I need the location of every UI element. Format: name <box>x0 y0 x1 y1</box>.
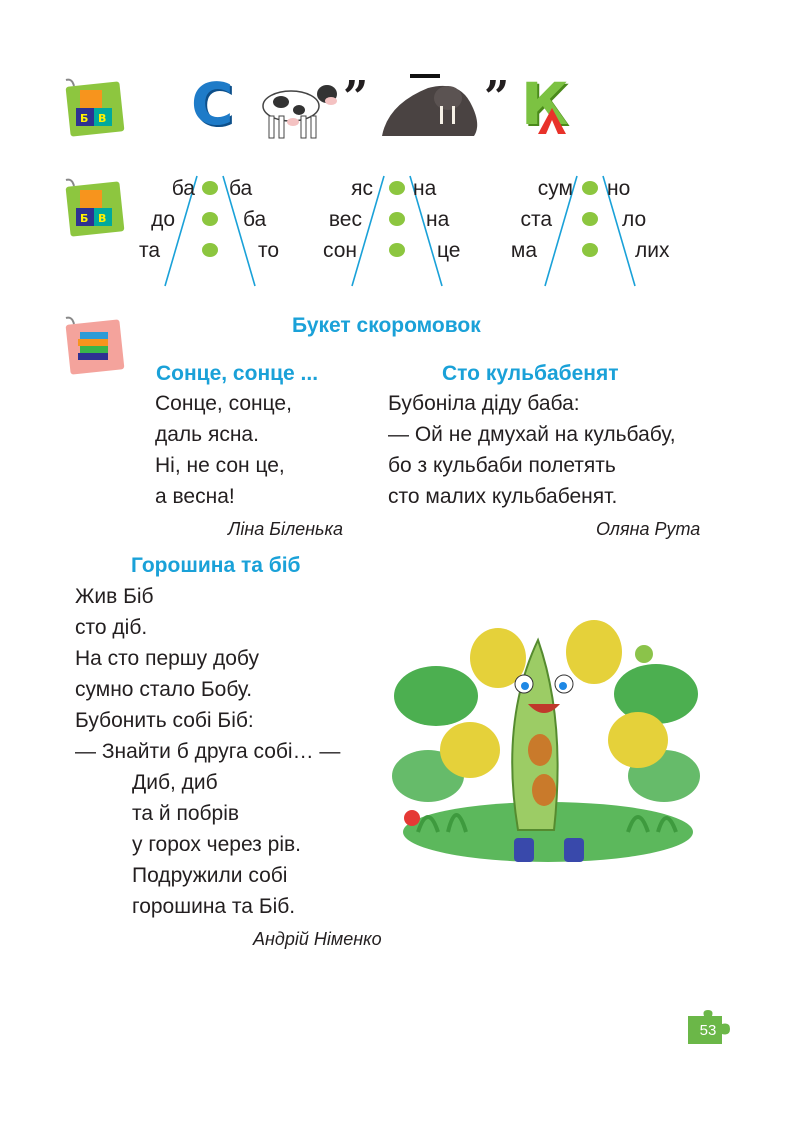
poem-line: бо з кульбаби полетять <box>388 454 616 477</box>
poem-line: — Ой не дмухай на кульбабу, <box>388 423 676 446</box>
walrus-picture <box>378 74 486 144</box>
poem-line: горошина та Біб. <box>132 895 296 918</box>
section-title: Букет скоромовок <box>292 314 481 337</box>
books-icon <box>62 316 128 378</box>
poem-title: Сонце, сонце ... <box>156 362 319 385</box>
syllable: но <box>607 177 631 200</box>
rebus-letter-k: К <box>521 70 569 138</box>
poem-line: Ні, не сон це, <box>155 454 285 477</box>
syllable: вес <box>328 208 362 231</box>
poem-line: Бубоніла діду баба: <box>388 392 580 415</box>
poem-author: Андрій Німенко <box>253 929 382 949</box>
syllable: ба <box>229 177 253 200</box>
poem-line: На сто першу добу <box>75 647 259 670</box>
poem-line: та й побрів <box>132 802 240 825</box>
syllable: та <box>138 239 160 262</box>
syllable: це <box>437 239 461 262</box>
syllable: ло <box>622 208 647 231</box>
poem-line: даль ясна. <box>155 423 259 446</box>
syllable: на <box>426 208 450 231</box>
poem-title: Сто кульбабенят <box>442 362 619 385</box>
syllable: ста <box>520 208 552 231</box>
bean-character-illustration <box>388 600 706 876</box>
syllable: то <box>258 239 280 262</box>
poem-line: — Знайти б друга собі… — <box>75 740 341 763</box>
poem-line: Сонце, сонце, <box>155 392 292 415</box>
poem-line: Жив Біб <box>75 585 154 608</box>
syllable: сум <box>537 177 573 200</box>
page-number: 53 <box>699 1022 717 1039</box>
syllable-connectors <box>0 170 800 290</box>
poem-line: сто діб. <box>75 616 148 639</box>
poem-text <box>75 581 340 767</box>
poem-line: сто малих кульбабенят. <box>388 485 618 508</box>
poem-line: а весна! <box>155 485 235 508</box>
poem-line: Бубонить собі Біб: <box>75 709 254 732</box>
comma-mark-1: ” <box>343 72 369 123</box>
page-number-badge <box>686 1010 730 1048</box>
svg-text:В: В <box>98 212 107 225</box>
rebus-letter-s: С <box>191 70 234 138</box>
syllable: ба <box>243 208 267 231</box>
cow-picture <box>255 74 341 144</box>
syllable: лих <box>635 239 670 262</box>
poem-author: Оляна Рута <box>596 519 701 539</box>
poem-text <box>155 388 292 512</box>
syllable: сон <box>322 239 357 262</box>
syllable: яс <box>351 177 373 200</box>
poem-author: Ліна Біленька <box>228 519 344 539</box>
syllable: ма <box>510 239 537 262</box>
poem-line: сумно стало Бобу. <box>75 678 253 701</box>
svg-text:Б: Б <box>80 212 89 225</box>
poem-title: Горошина та біб <box>131 554 301 577</box>
syllable: ба <box>171 177 195 200</box>
small-a-letter-picture <box>538 108 566 134</box>
poem-line: у горох через рів. <box>132 833 301 856</box>
poem-text-indented <box>132 767 301 922</box>
svg-text:В: В <box>98 112 107 125</box>
poem-line: Диб, диб <box>132 771 218 794</box>
syllable: на <box>413 177 437 200</box>
poem-text <box>388 388 676 512</box>
alphabet-blocks-icon <box>62 78 128 140</box>
syllable: до <box>151 208 175 231</box>
poem-line: Подружили собі <box>132 864 288 887</box>
comma-mark-2: ” <box>484 72 510 123</box>
svg-text:Б: Б <box>80 112 89 125</box>
